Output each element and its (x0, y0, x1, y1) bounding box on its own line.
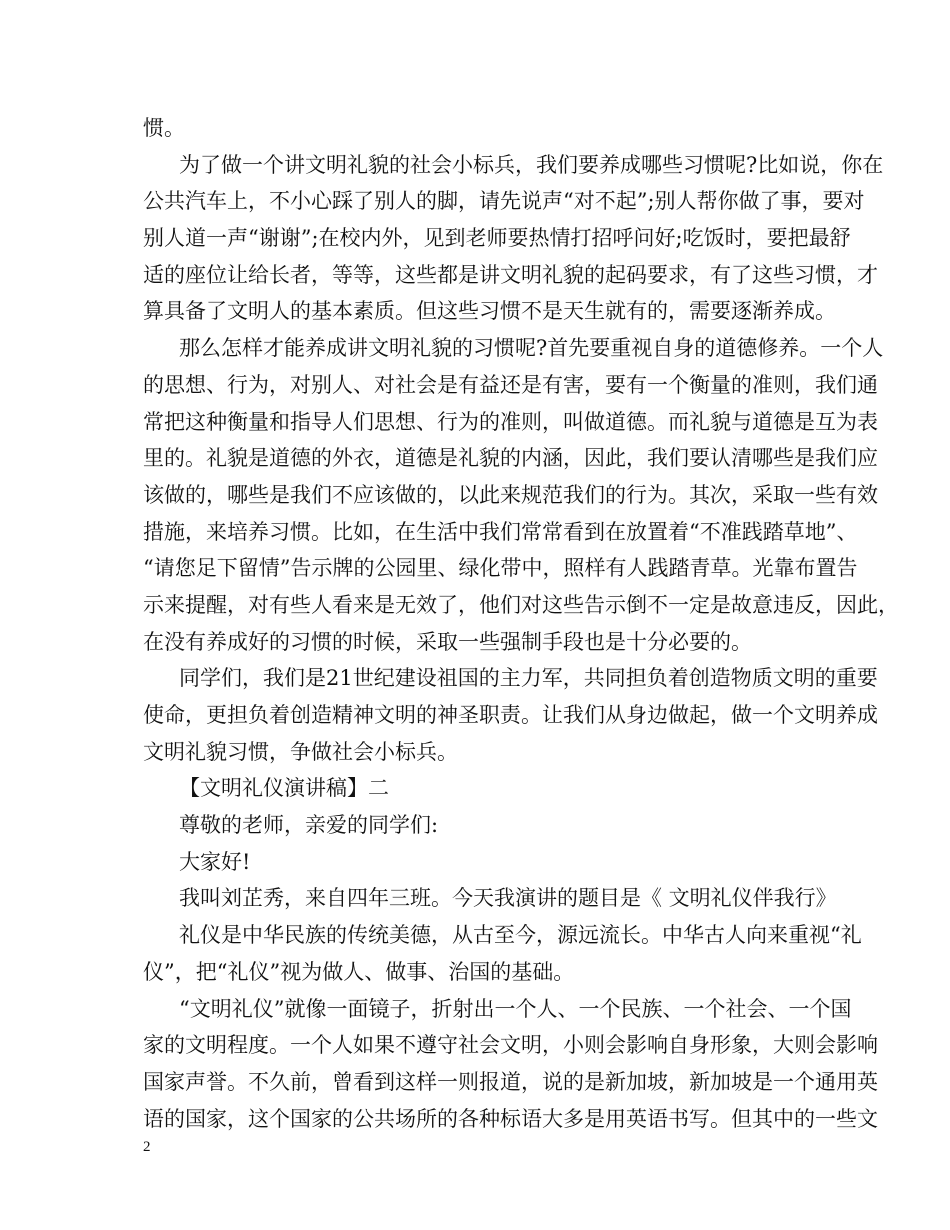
text-line: 的思想、行为，对别人、对社会是有益还是有害，要有一个衡量的准则，我们通 (143, 372, 878, 397)
text-line: 我叫刘芷秀，来自四年三班。今天我演讲的题目是《 文明礼仪伴我行》 (179, 886, 837, 911)
text-line: 使命，更担负着创造精神文明的神圣职责。让我们从身边做起，做一个文明养成 (143, 703, 878, 727)
text-line: 那么怎样才能养成讲文明礼貌的习惯呢?首先要重视自身的道德修养。一个人 (179, 336, 884, 361)
text-line: “文明礼仪”就像一面镜子，折射出一个人、一个民族、一个社会、一个国 (179, 996, 852, 1021)
salutation: 尊敬的老师，亲爱的同学们: (179, 813, 439, 838)
text-line: 示来提醒，对有些人看来是无效了，他们对这些告示倒不一定是故意违反，因此， (143, 592, 899, 617)
document-body (143, 110, 899, 1137)
page-number: 2 (143, 1139, 151, 1155)
text-line: “请您足下留情”告示牌的公园里、绿化带中，照样有人践踏青草。光靠布置告 (143, 556, 858, 581)
text-line: 语的国家，这个国家的公共场所的各种标语大多是用英语书写。但其中的一些文 (143, 1106, 878, 1131)
text-line: 文明礼貌习惯，争做社会小标兵。 (143, 739, 458, 764)
text-line: 同学们，我们是21世纪建设祖国的主力军，共同担负着创造物质文明的重要 (179, 666, 878, 691)
text-line: 家的文明程度。一个人如果不遵守社会文明，小则会影响自身形象，大则会影响 (143, 1033, 878, 1058)
text-line: 国家声誉。不久前，曾看到这样一则报道，说的是新加坡，新加坡是一个通用英 (143, 1069, 878, 1094)
text-line: 算具备了文明人的基本素质。但这些习惯不是天生就有的，需要逐渐养成。 (143, 299, 836, 324)
section-heading: 【文明礼仪演讲稿】二 (179, 776, 389, 801)
text-line: 在没有养成好的习惯的时候，采取一些强制手段也是十分必要的。 (143, 629, 752, 654)
text-line: 惯。 (143, 116, 185, 140)
text-line: 里的。礼貌是道德的外衣，道德是礼貌的内涵，因此，我们要认清哪些是我们应 (143, 446, 878, 471)
text-line: 公共汽车上，不小心踩了别人的脚，请先说声“对不起”;别人帮你做了事，要对 (143, 189, 865, 214)
text-line: 常把这种衡量和指导人们思想、行为的准则，叫做道德。而礼貌与道德是互为表 (143, 409, 878, 434)
text-line: 该做的，哪些是我们不应该做的，以此来规范我们的行为。其次，采取一些有效 (143, 482, 878, 507)
text-line: 措施，来培养习惯。比如，在生活中我们常常看到在放置着“不准践踏草地”、 (143, 519, 858, 544)
text-line: 别人道一声“谢谢”;在校内外，见到老师要热情打招呼问好;吃饭时，要把最舒 (143, 226, 851, 251)
greeting: 大家好! (179, 849, 251, 874)
text-line: 仪”，把“礼仪”视为做人、做事、治国的基础。 (143, 959, 575, 984)
text-line: 适的座位让给长者，等等，这些都是讲文明礼貌的起码要求，有了这些习惯，才 (143, 262, 878, 287)
text-line: 礼仪是中华民族的传统美德，从古至今，源远流长。中华古人向来重视“礼 (179, 923, 862, 948)
text-line: 为了做一个讲文明礼貌的社会小标兵，我们要养成哪些习惯呢?比如说，你在 (179, 152, 884, 177)
